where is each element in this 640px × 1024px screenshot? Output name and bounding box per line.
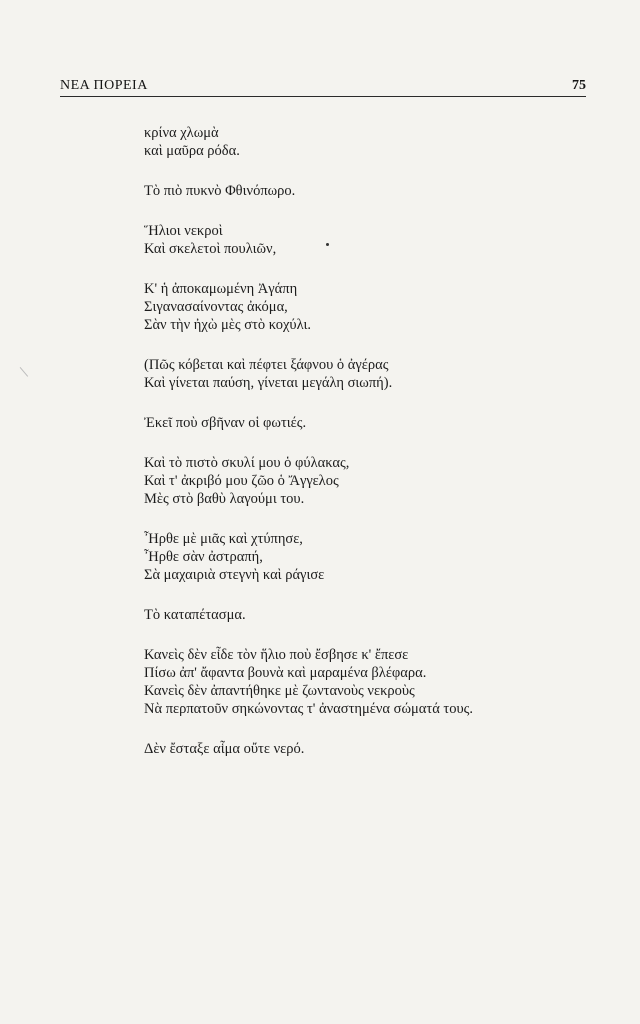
poem-line: Κανεὶς δὲν ἀπαντήθηκε μὲ ζωντανοὺς νεκροὺς (144, 683, 415, 699)
poem-line: Σιγανασαίνοντας ἀκόμα, (144, 299, 288, 315)
stanza (144, 124, 564, 160)
poem-line: καὶ μαῦρα ρόδα. (144, 143, 240, 159)
stanza (144, 182, 564, 200)
journal-title: ΝΕΑ ΠΟΡΕΙΑ (60, 78, 148, 93)
poem-line: Τὸ καταπέτασμα. (144, 607, 246, 623)
poem-line: Μὲς στὸ βαθὺ λαγούμι του. (144, 491, 305, 507)
stanza (144, 222, 564, 258)
poem-line: Σὰν τὴν ἠχὼ μὲς στὸ κοχύλι. (144, 317, 311, 333)
poem-line: Πίσω ἀπ' ἄφαντα βουνὰ καὶ μαραμένα βλέφαρα. (144, 665, 427, 681)
poem-line: Τὸ πιὸ πυκνὸ Φθινόπωρο. (144, 183, 296, 199)
poem-line: Σὰ μαχαιριὰ στεγνὴ καὶ ράγισε (144, 567, 325, 583)
poem-line: Δὲν ἔσταξε αἷμα οὔτε νερό. (144, 741, 305, 757)
poem-line: Νὰ περπατοῦν σηκώνοντας τ' ἀναστημένα σώματά τους. (144, 701, 474, 717)
stanza (144, 454, 564, 508)
poem-line: Καὶ τ' ἀκριβό μου ζῶο ὁ Ἄγγελος (144, 473, 339, 489)
stanza (144, 280, 564, 334)
margin-mark (20, 359, 38, 377)
poem-line: (Πῶς κόβεται καὶ πέφτει ξάφνου ὁ ἀγέρας (144, 357, 389, 373)
stanza (144, 646, 564, 718)
stanza (144, 740, 564, 758)
poem-line: Καὶ σκελετοὶ πουλιῶν, (144, 241, 277, 257)
stanza (144, 356, 564, 392)
poem-line: Καὶ γίνεται παύση, γίνεται μεγάλη σιωπή). (144, 375, 393, 391)
poem-line: Καὶ τὸ πιστὸ σκυλί μου ὁ φύλακας, (144, 455, 350, 471)
running-header (60, 78, 586, 96)
poem-line: Ἦρθε σὰν ἀστραπή, (144, 549, 263, 565)
header-rule (60, 96, 586, 97)
poem-line: Κ' ἡ ἀποκαμωμένη Ἀγάπη (144, 281, 298, 297)
poem-line: Ἐκεῖ ποὺ σβῆναν οἱ φωτιές. (144, 415, 307, 431)
stanza (144, 530, 564, 584)
poem-line: κρίνα χλωμὰ (144, 125, 219, 141)
poem-line: Κανεὶς δὲν εἶδε τὸν ἥλιο ποὺ ἔσβησε κ' ἔπεσε (144, 647, 409, 663)
poem-line: Ἦρθε μὲ μιᾶς καὶ χτύπησε, (144, 531, 303, 547)
stanza (144, 606, 564, 624)
poem-line: Ἥλιοι νεκροὶ (144, 223, 223, 239)
stanza (144, 414, 564, 432)
page-number: 75 (572, 78, 586, 93)
poem-body (144, 124, 564, 780)
